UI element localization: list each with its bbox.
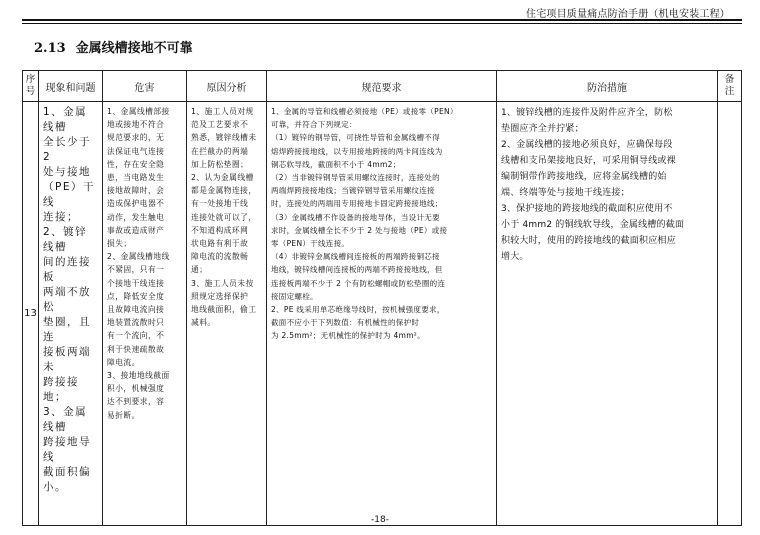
page-number: -18-	[371, 515, 389, 525]
harm-line: 点，降低安全度	[107, 291, 165, 301]
measures-line: 2、金属线槽的接地必须良好，应确保每段	[501, 140, 673, 150]
table-row	[23, 102, 742, 526]
cause-line: 都是金属物连接，	[191, 186, 257, 196]
measures-line: 小于 4mm2 的铜线软导线，金属线槽的截面	[501, 220, 685, 230]
section-number: 2.13	[34, 41, 66, 56]
header-rule-thick	[22, 19, 742, 21]
problem-line: 处与接地	[43, 166, 91, 178]
harm-line: 不紧固，只有一	[107, 265, 165, 275]
harm-line: 患，当电路发生	[107, 173, 165, 183]
harm-line: 事故或造成财产	[107, 225, 165, 235]
problem-line: 垫圈，且连	[43, 316, 91, 343]
cause-line: 连接处就可以了，	[191, 212, 257, 222]
requirement-line: 地线，镀锌线槽间连接板的两端不跨接接地线，但	[271, 265, 443, 275]
requirement-line: 为 2.5mm²；无机械性的保护时为 4mm²。	[271, 331, 425, 341]
measures-line: 3、保护接地的跨接地线的截面积应使用不	[501, 204, 673, 214]
header-note: 备 注	[718, 71, 742, 102]
harm-line: 地或接地不符合	[107, 120, 165, 130]
harm-line: 2、金属线槽地线	[107, 252, 170, 262]
cause-line: 状电路有利于故	[191, 239, 249, 249]
cause-line: 3、施工人员未按	[191, 278, 254, 288]
requirement-line: （2）当非镀锌钢导管采用螺纹连接时，连接处的	[271, 173, 440, 183]
problem-line: 跨接地导线	[43, 436, 91, 463]
requirement-line: （1）镀锌的钢导管，可挠性导管和金属线槽不得	[271, 133, 440, 143]
problem-line: 跨接接地；	[43, 376, 79, 403]
harm-line: 有一个流向，不	[107, 331, 165, 341]
header-rule-thin	[22, 23, 742, 24]
measures-line: 线槽和支吊架接地良好，可采用铜导线或裸	[501, 156, 676, 166]
requirement-line: 2、PE 线采用单芯绝缘导线时，按机械强度要求，	[271, 305, 445, 315]
requirement-line: 时，连接处的两端用专用接地卡固定跨接接地线；	[271, 199, 443, 209]
cause-line: 范及工艺要求不	[191, 120, 249, 130]
header-idx: 序 号	[23, 71, 39, 102]
requirement-line: 零（PEN）干线连接。	[271, 239, 350, 249]
cause-line: 减料。	[191, 318, 216, 328]
requirement-line: 1、金属的导管和线槽必须接地（PE）或接零（PEN）	[271, 107, 458, 116]
requirement-line: 接固定螺栓。	[271, 291, 318, 301]
problem-line: 1、金属线槽	[43, 106, 88, 133]
cause-line: 不知道构成环网	[191, 225, 249, 235]
measures-line: 垫圈应齐全并拧紧；	[501, 124, 584, 134]
harm-line: 性，存在安全隐	[107, 159, 165, 169]
problem-line: 间的连接板	[43, 256, 91, 283]
table-header-row	[23, 71, 742, 102]
header-measures: 防治措施	[497, 71, 718, 102]
cause-line: 2、认为金属线槽	[191, 173, 254, 183]
harm-line: 3、接地地线截面	[107, 371, 170, 381]
cause-line: 在拦截办的两端	[191, 146, 249, 156]
requirement-line: 截面不应小于下列数值：有机械性的保护时	[271, 318, 420, 328]
problem-line: 全长少于2	[43, 136, 91, 163]
problem-line: 2、镀锌线槽	[43, 226, 88, 253]
cell-cause	[187, 102, 267, 526]
harm-line: 积小，机械强度	[107, 384, 165, 394]
header-harm: 危害	[103, 71, 187, 102]
measures-line: 编制铜带作跨接地线，应将金属线槽的始	[501, 172, 667, 182]
harm-line: 地装置流散时只	[107, 318, 165, 328]
problem-line: 接板两端未	[43, 346, 91, 373]
measures-line: 端、终端等处与接地干线连接；	[501, 188, 630, 198]
harm-line: 障电流。	[107, 357, 140, 367]
harm-line: 损失；	[107, 239, 132, 249]
measures-line: 积较大时，使用的跨接地线的截面积应相应	[501, 236, 676, 246]
problem-line: 3、金属线槽	[43, 406, 88, 433]
measures-line: 1、镀锌线槽的连接件及附件应齐全，防松	[501, 108, 673, 118]
harm-line: 达不到要求，容	[107, 397, 165, 407]
requirement-line: 两端焊跨接接地线；当镀锌钢导管采用螺纹连接	[271, 186, 435, 196]
cause-line: 地线截面积，偷工	[191, 305, 257, 315]
harm-line: 规范要求的，无	[107, 133, 165, 143]
section-title-text: 金属线槽接地不可靠	[75, 41, 193, 56]
problem-line: 连接；	[43, 211, 79, 223]
cell-problem	[39, 102, 103, 526]
header-requirement: 规范要求	[267, 71, 497, 102]
requirement-line: 铜芯软导线，截面积不小于 4mm2；	[271, 159, 401, 169]
document-header-title: 住宅项目质量痛点防治手册（机电安装工程）	[526, 9, 730, 20]
cell-measures	[497, 102, 718, 526]
harm-line: 动作，发生触电	[107, 212, 165, 222]
problem-line: （PE）干线	[43, 181, 95, 208]
requirement-line: （3）金属线槽不作设备的接地导体，当设计无要	[271, 212, 440, 222]
cause-line: 有一处接地干线	[191, 199, 249, 209]
harm-line: 接地故障时，会	[107, 186, 165, 196]
requirement-line: 连接板两端不少于 2 个有防松螺帽或防松垫圈的连	[271, 278, 446, 288]
cause-line: 通；	[191, 265, 208, 275]
harm-line: 法保证电气连接	[107, 146, 165, 156]
cause-line: 熟悉，镀锌线槽未	[191, 133, 257, 143]
header-problem: 现象和问题	[39, 71, 103, 102]
measures-line: 增大。	[501, 252, 529, 262]
cell-harm	[103, 102, 187, 526]
section-title	[34, 37, 193, 56]
cause-line: 1、施工人员对规	[191, 107, 254, 116]
cause-line: 照规定选择保护	[191, 291, 249, 301]
cell-note	[718, 102, 742, 526]
requirement-line: 求时，金属线槽全长不少于 2 处与接地（PE）或接	[271, 225, 448, 235]
requirement-line: 可靠，并符合下列规定：	[271, 120, 357, 130]
header-cause: 原因分析	[187, 71, 267, 102]
defect-table	[22, 70, 742, 526]
requirement-line: 熔焊跨接接地线，以专用接地跨接的两卡间连线为	[271, 146, 443, 156]
cause-line: 加上防松垫圈；	[191, 159, 249, 169]
requirement-line: （4）非镀锌金属线槽间连接板的两端跨接铜芯接	[271, 252, 440, 262]
problem-line: 两端不放松	[43, 286, 91, 313]
harm-line: 易折断。	[107, 410, 140, 420]
harm-line: 个接地干线连接	[107, 278, 165, 288]
cause-line: 障电流的流散畅	[191, 252, 249, 262]
harm-line: 造成保护电器不	[107, 199, 165, 209]
harm-line: 且故障电流向接	[107, 305, 165, 315]
row-idx: 13	[23, 102, 39, 526]
problem-line: 截面积偏	[43, 466, 91, 478]
harm-line: 利于快速疏散故	[107, 344, 165, 354]
cell-requirement	[267, 102, 497, 526]
harm-line: 1、金属线槽部接	[107, 107, 170, 116]
problem-line: 小。	[43, 481, 67, 493]
